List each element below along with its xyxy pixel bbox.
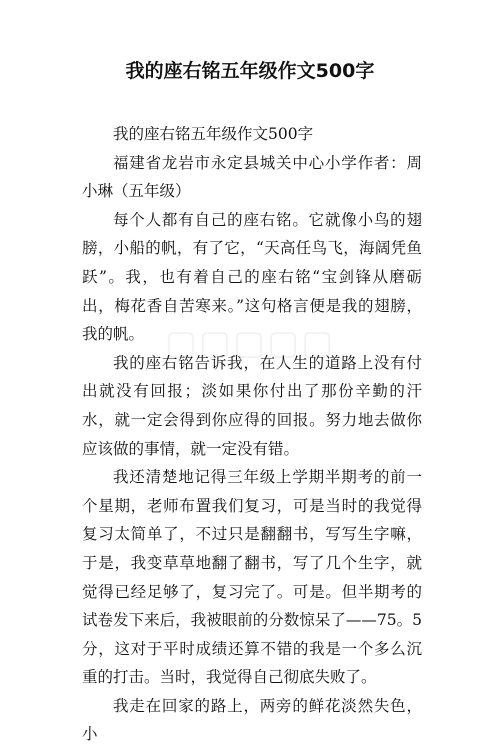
paragraph-motto-meaning: 我的座右铭告诉我，在人生的道路上没有付出就没有回报；淡如果你付出了那份辛勤的汗水，就一定会得到你应得的回报。努力地去做你应该做的事情，就一定没有错。: [82, 353, 422, 458]
paragraph-intro: 每个人都有自己的座右铭。它就像小鸟的翅膀，小船的帆，有了它，“天高任鸟飞，海阔凭鱼跃”。我，也有着自己的座右铭“宝剑锋从磨砺出，梅花香自苦寒来。”这句格言便是我的翅膀，我的帆。: [82, 210, 422, 344]
paragraph-subtitle: 我的座右铭五年级作文500字: [113, 125, 314, 143]
paragraph-walk-home: 我走在回家的路上，两旁的鲜花淡然失色，小: [82, 696, 422, 744]
document-title: 我的座右铭五年级作文500字: [125, 60, 375, 82]
paragraph-author: 福建省龙岩市永定县城关中心小学作者：周小琳（五年级）: [82, 153, 422, 201]
document-body: [82, 120, 422, 749]
paragraph-exam-story: 我还清楚地记得三年级上学期半期考的前一个星期，老师布置我们复习，可是当时的我觉得复习太简单了，不过只是翻翻书，写写生字嘛，于是，我变草草地翻了翻书，写了几个生字，就觉得已经足够了，复习完了。可是。但半期考的试卷发下来后，我被眼前的分数惊呆了——75。5分，这对于平时成绩还算不错的我是一个多么沉重的打击。当时，我觉得自己彻底失败了。: [82, 468, 422, 687]
watermark: ▢▢▢▢▢: [164, 323, 336, 363]
